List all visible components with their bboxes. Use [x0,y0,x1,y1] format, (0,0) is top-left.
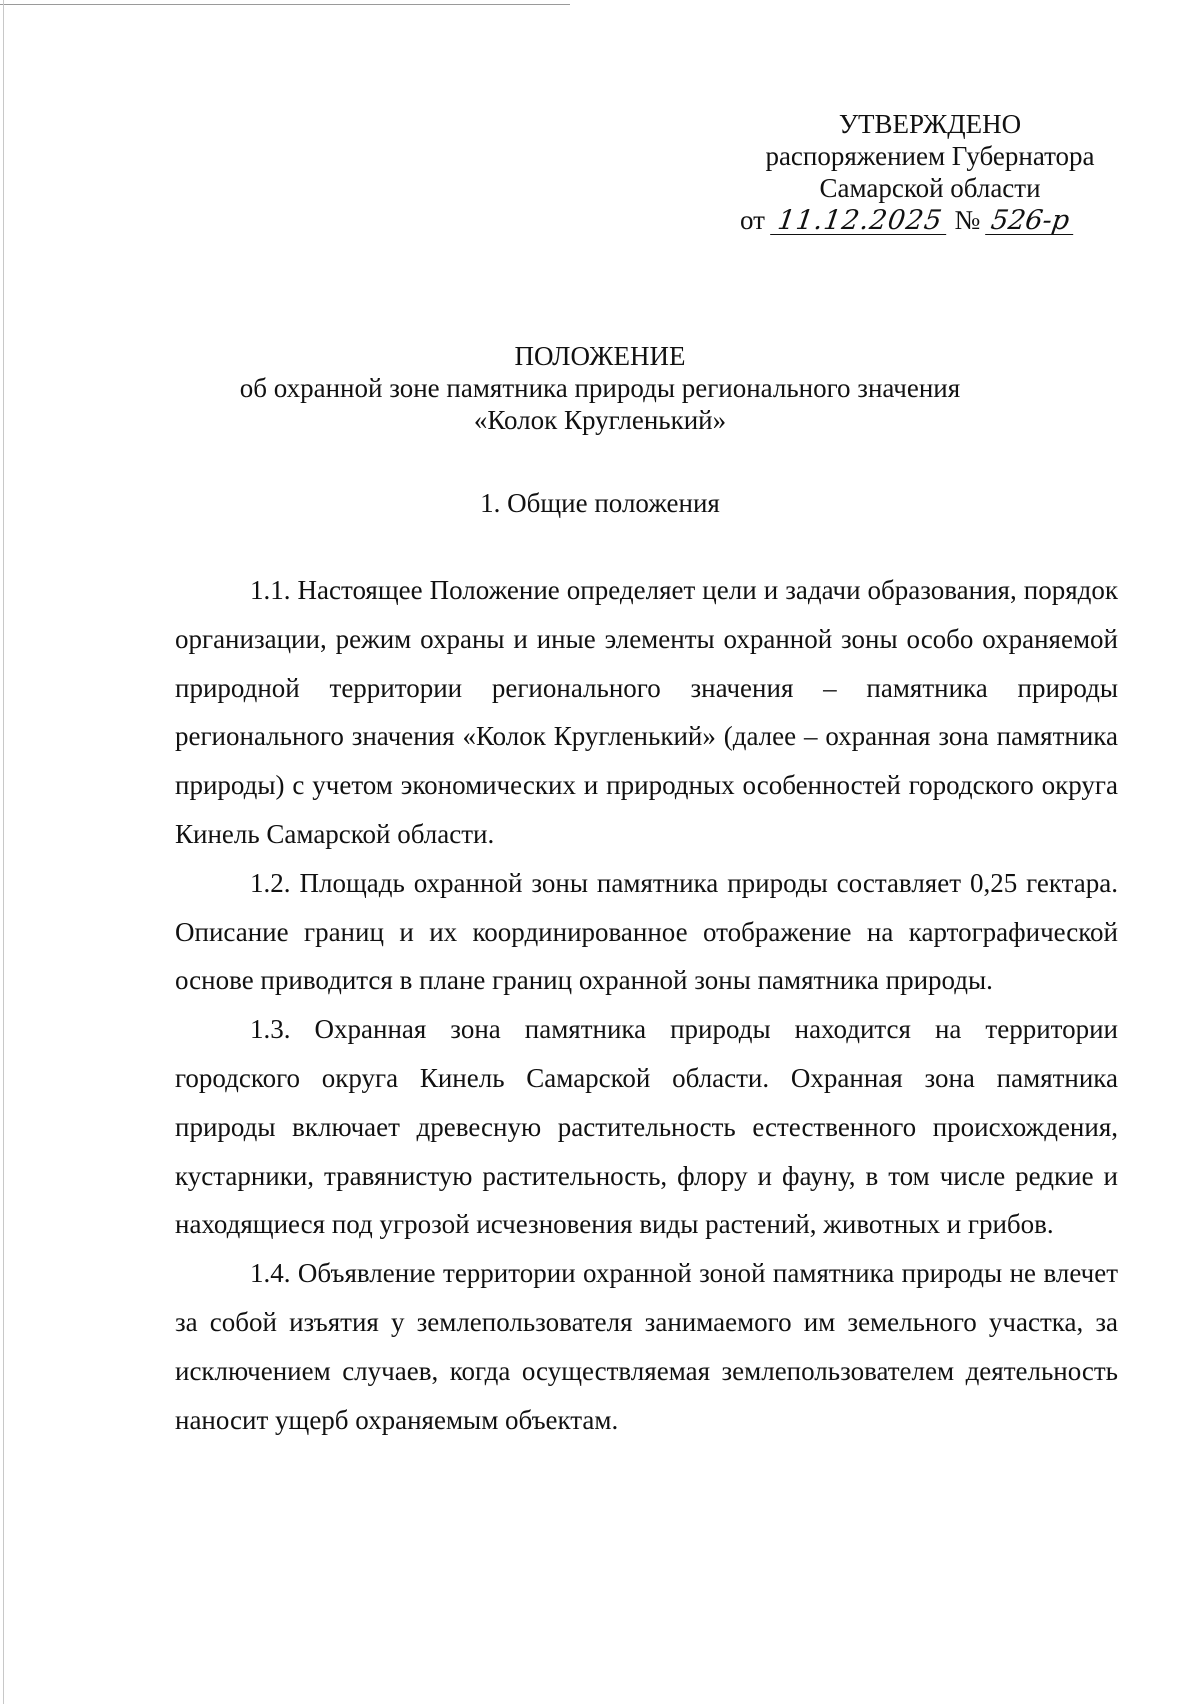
scan-edge-top [0,4,570,5]
approval-line-2: Самарской области [819,173,1041,203]
date-prefix: от [740,205,765,235]
paragraph-1-1: 1.1. Настоящее Положение определяет цели и задачи образования, порядок организации, режим охраны и иные элементы охранной зоны особо охраняемой природной территории регионального значения – памятника природы регионального значения «Колок Кругленький» (далее – охранная зона памятника природы) с учетом экономических и природных особенностей городского округа Кинель Самарской области. [175,575,1118,849]
handwritten-number: 526-р [985,208,1077,235]
paragraph-1-2: 1.2. Площадь охранной зоны памятника природы составляет 0,25 гектара. Описание границ и их координированное отображение на картографической основе приводится в плане границ охранной зоны памятника природы. [175,867,1118,996]
section-title: 1. Общие положения [480,488,720,518]
paragraph-1-3: 1.3. Охранная зона памятника природы находится на территории городского округа Кинель Самарской области. Охранная зона памятника природы включает древесную растительность естественного происхождения, кустарники, травянистую растительность, флору и фауну, в том числе редкие и находящиеся под угрозой исчезновения виды растений, животных и грибов. [175,1014,1118,1240]
document-subtitle-line-1: об охранной зоне памятника природы регионального значения [239,373,961,403]
approval-line-1: распоряжением Губернатора [765,141,1095,171]
approval-heading: УТВЕРЖДЕНО [838,109,1022,139]
paragraph-1-4: 1.4. Объявление территории охранной зоной памятника природы не влечет за собой изъятия у землепользователя занимаемого им земельного участка, за исключением случаев, когда осуществляемая землепользователем деятельность наносит ущерб охраняемым объектам. [175,1258,1118,1435]
scan-edge-left [3,0,4,1704]
number-prefix: № [954,205,981,235]
approval-date-line [720,204,1140,236]
document-title-block [0,340,1200,436]
handwritten-date: 11.12.2025 [770,208,950,235]
document-subtitle-line-2: «Колок Кругленький» [473,405,727,435]
approval-stamp-block [720,108,1140,236]
document-title: ПОЛОЖЕНИЕ [514,341,686,371]
document-body [175,566,1118,1444]
